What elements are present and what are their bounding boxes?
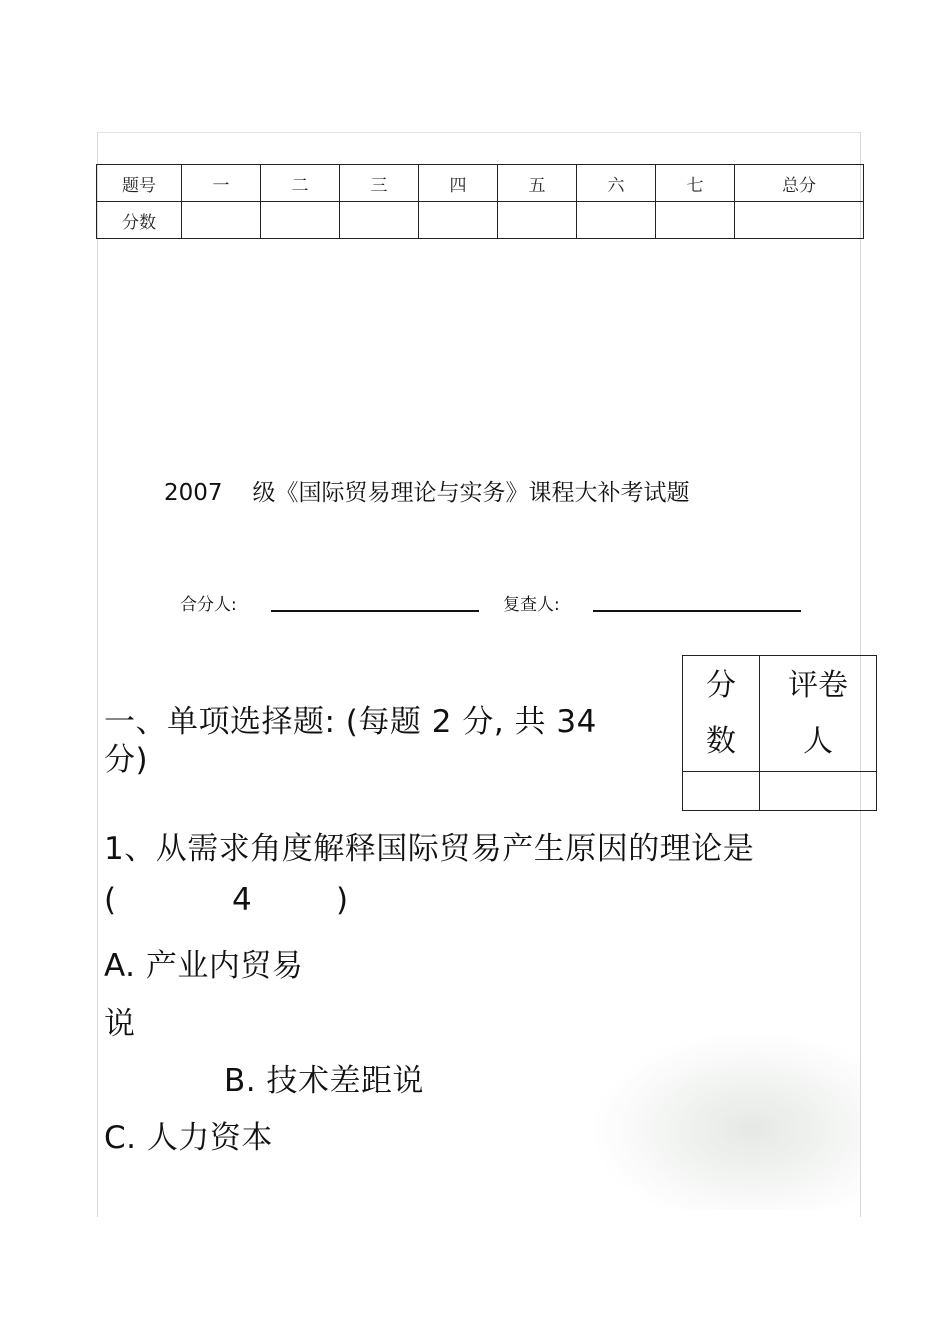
- option-c: C. 人力资本: [104, 1120, 273, 1156]
- score-cell[interactable]: [182, 202, 261, 239]
- header-cell: 二: [261, 165, 340, 202]
- header-cell: 三: [340, 165, 419, 202]
- header-cell: 四: [419, 165, 498, 202]
- score-cell[interactable]: [577, 202, 656, 239]
- exam-title-text: 级《国际贸易理论与实务》课程大补考试题: [252, 480, 690, 506]
- scorer-signature-line[interactable]: [271, 610, 479, 612]
- score-table-score-row: [97, 202, 864, 239]
- page-frame-top: [97, 132, 861, 133]
- grader-name-cell[interactable]: [760, 772, 877, 811]
- score-cell[interactable]: [419, 202, 498, 239]
- header-cell: 总分: [735, 165, 864, 202]
- question1-stem: 1、从需求角度解释国际贸易产生原因的理论是: [104, 831, 755, 867]
- score-cell[interactable]: [498, 202, 577, 239]
- exam-title: [164, 474, 690, 507]
- section1-heading-line1: 一、单项选择题: (每题 2 分, 共 34: [104, 704, 597, 740]
- header-cell: 五: [498, 165, 577, 202]
- score-table-header-row: [97, 165, 864, 202]
- question1-answer[interactable]: 4: [232, 882, 253, 918]
- score-row-label: 分数: [97, 202, 182, 239]
- question1-answer-open: (: [104, 882, 117, 918]
- grader-score-label: 分 数: [683, 656, 760, 772]
- section1-heading-line2: 分): [104, 742, 149, 778]
- score-cell[interactable]: [261, 202, 340, 239]
- score-table: [96, 164, 864, 239]
- score-cell[interactable]: [656, 202, 735, 239]
- grader-score-cell[interactable]: [683, 772, 760, 811]
- scorer-label: 合分人:: [180, 595, 237, 615]
- option-a-line2: 说: [104, 1006, 136, 1042]
- header-cell: 题号: [97, 165, 182, 202]
- header-cell: 一: [182, 165, 261, 202]
- header-cell: 六: [577, 165, 656, 202]
- score-cell[interactable]: [340, 202, 419, 239]
- background-watermark-image: [590, 1030, 860, 1210]
- checker-label: 复查人:: [503, 595, 560, 615]
- score-cell[interactable]: [735, 202, 864, 239]
- option-b: B. 技术差距说: [224, 1063, 424, 1099]
- grader-box: [682, 655, 877, 811]
- page-frame-left: [97, 132, 98, 1217]
- question1-answer-close: ): [336, 882, 349, 918]
- header-cell: 七: [656, 165, 735, 202]
- exam-year: 2007: [164, 480, 223, 506]
- option-a-line1: A. 产业内贸易: [104, 948, 304, 984]
- grader-name-label: 评卷 人: [760, 656, 877, 772]
- checker-signature-line[interactable]: [593, 610, 801, 612]
